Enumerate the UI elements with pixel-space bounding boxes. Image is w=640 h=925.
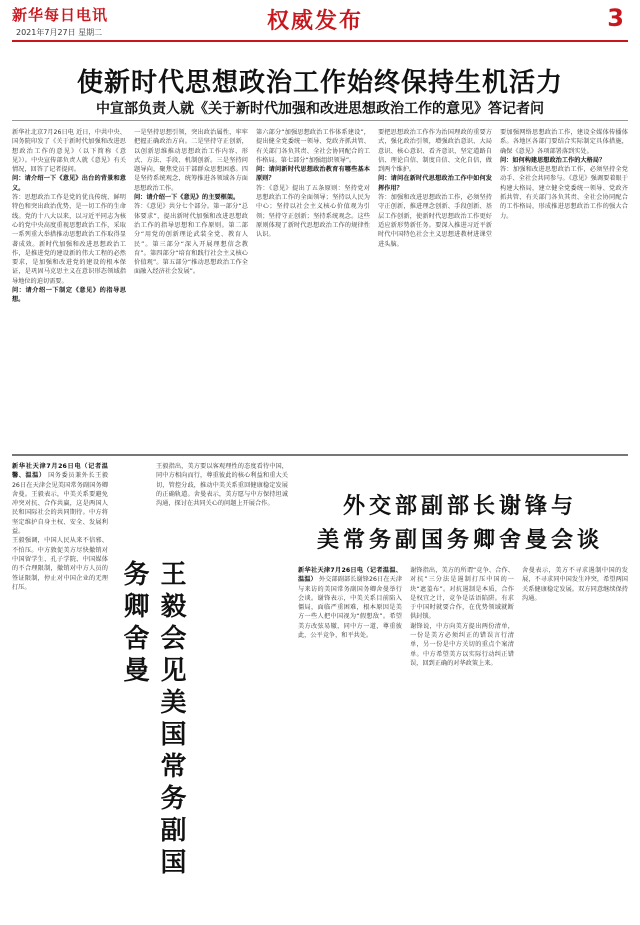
article1-subhead: 中宣部负责人就《关于新时代加强和改进思想政治工作的意见》答记者问 xyxy=(96,101,544,117)
article1-question-4: 问：请问新时代思想政治教育有哪些基本原则？ xyxy=(256,166,370,183)
article1-col3-body: 答：《意见》提出了五条原则：坚持党对思想政治工作的全面领导；坚持以人民为中心；坚持以社会主义核心价值观为引领；坚持守正创新；坚持系统观念。这些原则体现了新时代思想政治工作的规律性认识。 xyxy=(256,184,370,239)
article2-dateline: 新华社天津7月26日电（记者温馨、温温） xyxy=(12,463,108,480)
article1-col5-lead: 要加强网络思想政治工作，建设全媒体传播体系。各地区各部门要结合实际制定具体措施，确保《意见》各项部署落到实处。 xyxy=(500,129,628,155)
article2-body-c: 王毅强调，中国人民从来不信邪、不怕压。中方敦促美方尽快撤销对中国留学生、孔子学院、中国媒体的不合理限制，撤销对中方人员的签证限制，停止对中国企业的无理打压。 xyxy=(12,537,108,591)
masthead xyxy=(0,0,640,44)
article1-col2-lead: 一是坚持思想引领，突出政治属性，牢牢把握正确政治方向。二是坚持守正创新，以创新思维推动思想政治工作内容、形式、方法、手段、机制创新。三是坚持问题导向，聚焦党员干部群众思想困惑。四是坚持系统观念，统筹推进各领域各方面思想政治工作。 xyxy=(134,129,248,192)
article1-col4-lead: 要把思想政治工作作为治国理政的重要方式，强化政治引领，增强政治意识、大局意识、核心意识、看齐意识，坚定道路自信、理论自信、制度自信、文化自信，做到两个维护。 xyxy=(378,129,492,174)
article1-column-3 xyxy=(256,128,370,450)
headline-divider xyxy=(12,120,628,121)
article3-body-a: 外交部副部长谢锋26日在天津与来访的美国常务副国务卿舍曼举行会谈。谢锋表示，中美关系目前陷入僵局，面临严重困难，根本原因是美方一些人把中国视为“假想敌”。希望美方改弦易辙，同中方一道，尊重彼此，公平竞争，和平共处。 xyxy=(298,576,402,640)
article1-column-4 xyxy=(378,128,492,450)
article1-col1-body: 答：思想政治工作是党的优良传统、鲜明特色和突出政治优势，是一切工作的生命线。党的十八大以来，以习近平同志为核心的党中央高度重视思想政治工作，采取一系列重大举措推动思想政治工作取得显著成效。新时代加强和改进思想政治工作，是推进党的建设新的伟大工程的必然要求，是加强和改进党的建设的根本保证，是巩固马克思主义在意识形态领域指导地位的迫切需要。 xyxy=(12,194,126,285)
article3-dateline: 新华社天津7月26日电（记者温温、温温） xyxy=(298,567,402,584)
section-divider xyxy=(12,454,628,456)
article1-col2-body: 答：《意见》共分七个部分。第一部分“总体要求”，提出新时代加强和改进思想政治工作的指导思想和工作原则。第二部分“用党的创新理论武装全党、教育人民”。第三部分“深入开展理想信念教育”。第四部分“培育和践行社会主义核心价值观”。第五部分“推动思想政治工作全面融入经济社会发展”。 xyxy=(134,203,248,276)
article1-question-5: 问：请问在新时代思想政治工作中如何发挥作用？ xyxy=(378,175,492,192)
article1-col4-body: 答：加强和改进思想政治工作，必须坚持守正创新，推进理念创新、手段创新、基层工作创新，使新时代思想政治工作更好适应新形势新任务。要深入推进习近平新时代中国特色社会主义思想进教材进课堂进头脑。 xyxy=(378,194,492,248)
article2-column-2 xyxy=(156,462,288,917)
article1-col3-lead: 第六部分“加强思想政治工作体系建设”，提出健全党委统一领导、党政齐抓共管、有关部门各负其责、全社会协同配合的工作格局。第七部分“加强组织领导”。 xyxy=(256,129,370,164)
article3-body-b: 谢锋指出，美方的所谓“竞争、合作、对抗”三分法是遏制打压中国的一块“遮羞布”。对抗遏制是本质，合作是权宜之计，竞争是话语陷阱。有求于中国时就要合作，在优势领域就断供封锁。 xyxy=(410,567,514,621)
article2-body-a: 国务委员兼外长王毅26日在天津会见美国常务副国务卿舍曼。王毅表示，中美关系要避免冲突对抗、合作共赢，这是两国人民和国际社会的共同期待。中方将坚定维护自身主权、安全、发展利益。 xyxy=(12,472,108,536)
article1-headline: 使新时代思想政治工作始终保持生机活力 xyxy=(76,68,563,98)
newspaper-logo: 新华每日电讯 xyxy=(12,6,109,24)
article1-question-6: 问：如何构建思想政治工作的大格局？ xyxy=(500,156,606,164)
article1-question-1: 问：请介绍一下《意见》出台的背景和意义。 xyxy=(12,175,126,192)
section-title: 权威发布 xyxy=(266,8,363,34)
issue-date: 2021年7月27日 星期二 xyxy=(16,28,103,37)
article3-body-d: 舍曼表示，美方不寻求遏制中国的发展，不寻求同中国发生冲突，希望两国关系健康稳定发展。双方同意继续保持沟通。 xyxy=(522,567,628,602)
article1-column-1 xyxy=(12,128,126,450)
article1-col1-lead: 新华社北京7月26日电 近日，中共中央、国务院印发了《关于新时代加强和改进思想政治工作的意见》（以下简称《意见》）。中央宣传部负责人就《意见》有关情况，回答了记者提问。 xyxy=(12,129,126,174)
page-number: 3 xyxy=(607,4,624,32)
article3-column-2 xyxy=(410,566,514,917)
article3-column-1 xyxy=(298,566,402,917)
article3-headline-line-1: 外交部副部长谢锋与 xyxy=(342,493,577,519)
article2-column-1 xyxy=(12,462,108,917)
article1-column-5 xyxy=(500,128,628,450)
masthead-divider xyxy=(12,40,628,42)
article1-question-2: 问：请介绍一下制定《意见》的指导思想。 xyxy=(12,287,126,304)
article3-column-3 xyxy=(522,566,628,917)
article3-body-c: 谢锋说，中方向美方提出两份清单，一份是美方必须纠正的错误言行清单，另一份是中方关切的重点个案清单。中方希望美方以实际行动纠正错误，回到正确的对华政策上来。 xyxy=(410,622,514,667)
article1-question-3: 问：请介绍一下《意见》的主要框架。 xyxy=(134,194,240,202)
article2-vertical-title: 王毅会见美国常务副国务卿舍曼 xyxy=(119,560,186,880)
article3-headline-line-2: 美常务副国务卿舍曼会谈 xyxy=(316,527,603,553)
article1-column-2 xyxy=(134,128,248,450)
article1-col5-body: 答：加强和改进思想政治工作，必须坚持全党动手、全社会共同参与。《意见》强调要着眼于构建大格局，建立健全党委统一领导、党政齐抓共管、有关部门各负其责、全社会协同配合的工作格局，形成推进思想政治工作的强大合力。 xyxy=(500,166,628,220)
article2-body-b: 王毅指出，美方要以客观理性的态度看待中国，同中方相向而行，尊重彼此的核心利益和重大关切，管控分歧，推动中美关系重回健康稳定发展的正确轨道。舍曼表示，美方愿与中方保持坦诚沟通，探讨在共同关心的问题上开展合作。 xyxy=(156,463,288,508)
